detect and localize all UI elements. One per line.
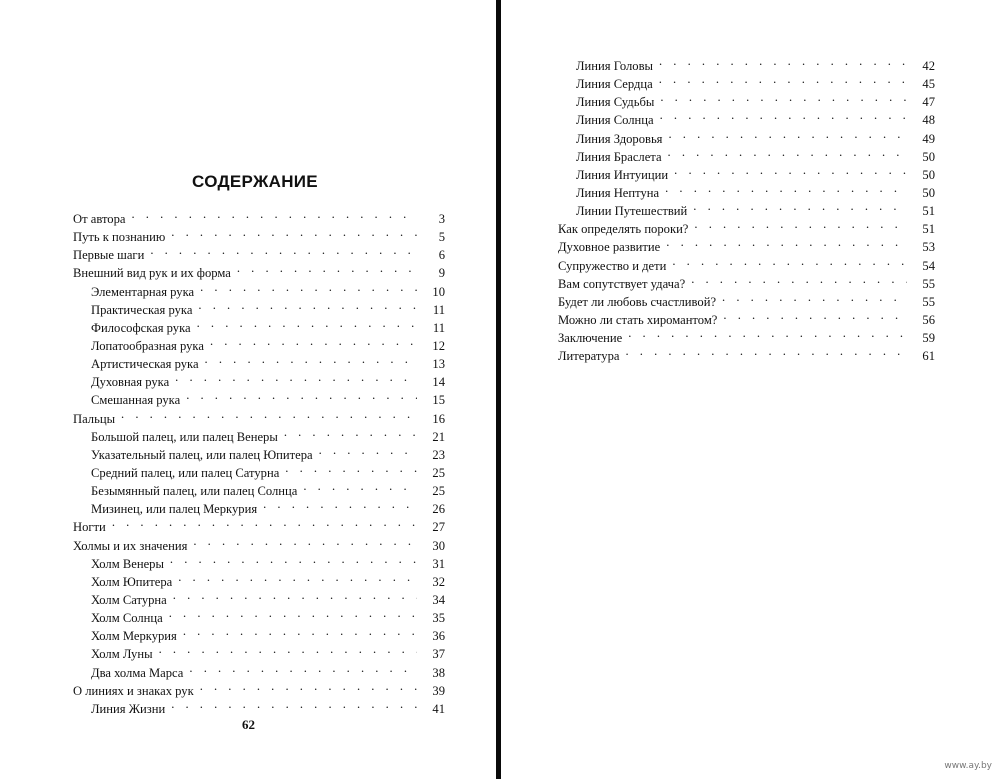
toc-entry-page: 51 bbox=[907, 202, 935, 220]
toc-dot-leader bbox=[186, 386, 417, 404]
toc-entry-label: Лопатообразная рука bbox=[91, 338, 204, 353]
toc-entry bbox=[73, 441, 445, 462]
toc-entry-page: 16 bbox=[417, 410, 445, 428]
toc-entry-label: Линия Солнца bbox=[576, 113, 654, 128]
toc-dot-leader bbox=[665, 179, 907, 197]
toc-dot-leader bbox=[660, 88, 907, 106]
toc-entry-page: 42 bbox=[907, 57, 935, 75]
toc-entry-label: Литература bbox=[558, 349, 620, 364]
toc-entry-page: 50 bbox=[907, 166, 935, 184]
toc-entry bbox=[73, 495, 445, 517]
toc-entry-page: 26 bbox=[417, 500, 445, 518]
toc-entry-label: Элементарная рука bbox=[91, 284, 195, 299]
toc-entry-page: 23 bbox=[417, 446, 445, 464]
toc-entry-page: 50 bbox=[907, 148, 935, 166]
toc-title: СОДЕРЖАНИЕ bbox=[192, 172, 318, 191]
left-page bbox=[0, 0, 496, 779]
toc-dot-leader bbox=[178, 568, 417, 586]
toc-entry-label: Супружество и дети bbox=[558, 258, 667, 273]
toc-entry-page: 59 bbox=[907, 329, 935, 347]
toc-entry-label: Философская рука bbox=[91, 320, 191, 335]
toc-entry-page: 39 bbox=[417, 682, 445, 700]
toc-entry-label: Холм Солнца bbox=[91, 611, 163, 626]
toc-entry bbox=[73, 532, 445, 553]
toc-entry-page: 48 bbox=[907, 111, 935, 129]
toc-entry-page: 12 bbox=[417, 337, 445, 355]
toc-entry bbox=[73, 459, 445, 480]
toc-entry-label: Можно ли стать хиромантом? bbox=[558, 312, 718, 327]
toc-entry-label: Холмы и их значения bbox=[73, 538, 188, 553]
toc-entry-page: 10 bbox=[417, 283, 445, 301]
toc-entry-label: О линиях и знаках рук bbox=[73, 683, 194, 698]
toc-entry-page: 14 bbox=[417, 373, 445, 391]
toc-entry bbox=[73, 513, 445, 535]
toc-dot-leader bbox=[150, 241, 417, 259]
toc-entry-page: 25 bbox=[417, 464, 445, 482]
toc-dot-leader bbox=[303, 477, 417, 495]
toc-entry-page: 6 bbox=[417, 246, 445, 264]
toc-dot-leader bbox=[200, 278, 417, 296]
toc-dot-leader bbox=[132, 205, 418, 223]
toc-entry bbox=[558, 342, 935, 364]
toc-entry-label: Линии Путешествий bbox=[576, 204, 688, 219]
toc-entry-page: 35 bbox=[417, 609, 445, 627]
toc-entry-label: Два холма Марса bbox=[91, 665, 184, 680]
toc-entry-label: Линия Жизни bbox=[91, 701, 166, 716]
toc-dot-leader bbox=[121, 405, 417, 423]
toc-entry-page: 25 bbox=[417, 482, 445, 500]
toc-dot-leader bbox=[625, 342, 907, 360]
toc-entry-page: 21 bbox=[417, 428, 445, 446]
toc-entry bbox=[73, 259, 445, 281]
toc-entry bbox=[73, 205, 445, 226]
toc-entry-page: 34 bbox=[417, 591, 445, 609]
toc-entry-label: Духовное развитие bbox=[558, 240, 661, 255]
toc-dot-leader bbox=[674, 161, 907, 179]
toc-entry-page: 11 bbox=[417, 301, 445, 319]
toc-dot-leader bbox=[200, 677, 417, 695]
toc-entry-page: 56 bbox=[907, 311, 935, 329]
toc-dot-leader bbox=[112, 513, 417, 531]
toc-dot-leader bbox=[263, 495, 417, 513]
toc-entry-page: 41 bbox=[417, 700, 445, 718]
toc-entry bbox=[558, 143, 935, 164]
toc-entry bbox=[73, 241, 445, 263]
toc-entry-label: Внешний вид рук и их форма bbox=[73, 266, 231, 281]
toc-dot-leader bbox=[284, 423, 417, 441]
toc-entry-label: Холм Сатурна bbox=[91, 592, 167, 607]
toc-entry-page: 51 bbox=[907, 220, 935, 238]
toc-entry-label: Линия Головы bbox=[576, 59, 653, 73]
toc-entry bbox=[73, 677, 445, 698]
toc-entry bbox=[558, 106, 935, 128]
page-number: 62 bbox=[242, 717, 255, 732]
toc-entry bbox=[558, 324, 935, 346]
toc-dot-leader bbox=[198, 296, 417, 314]
toc-entry bbox=[558, 179, 935, 200]
toc-entry bbox=[558, 288, 935, 309]
toc-entry-page: 11 bbox=[417, 319, 445, 337]
toc-entry-page: 32 bbox=[417, 573, 445, 591]
toc-entry-page: 37 bbox=[417, 645, 445, 663]
toc-entry-label: Безымянный палец, или палец Солнца bbox=[91, 484, 298, 499]
toc-list-left bbox=[73, 205, 445, 716]
toc-entry bbox=[73, 568, 445, 589]
toc-dot-leader bbox=[628, 324, 907, 342]
toc-entry bbox=[73, 386, 445, 408]
toc-dot-leader bbox=[205, 350, 417, 368]
toc-entry-label: Указательный палец, или палец Юпитера bbox=[91, 447, 313, 462]
toc-entry-label: Будет ли любовь счастливой? bbox=[558, 294, 717, 309]
toc-entry-label: Вам сопутствует удача? bbox=[558, 276, 686, 291]
toc-entry-page: 9 bbox=[417, 264, 445, 282]
toc-entry bbox=[73, 278, 445, 299]
toc-entry-page: 5 bbox=[417, 228, 445, 246]
toc-entry bbox=[73, 695, 445, 716]
toc-entry-page: 30 bbox=[417, 537, 445, 555]
toc-entry bbox=[73, 332, 445, 353]
toc-entry-page: 36 bbox=[417, 627, 445, 645]
toc-dot-leader bbox=[159, 640, 417, 658]
toc-dot-leader bbox=[660, 106, 907, 124]
toc-dot-leader bbox=[210, 332, 417, 350]
toc-entry-label: Линия Здоровья bbox=[576, 131, 663, 146]
toc-dot-leader bbox=[666, 233, 907, 251]
toc-entry-page: 53 bbox=[907, 238, 935, 256]
toc-entry bbox=[558, 125, 935, 146]
toc-entry bbox=[73, 423, 445, 444]
toc-entry bbox=[73, 223, 445, 245]
toc-entry bbox=[73, 640, 445, 662]
toc-entry-page: 61 bbox=[907, 347, 935, 365]
toc-entry-label: Линия Интуиции bbox=[576, 167, 669, 182]
toc-entry bbox=[73, 604, 445, 626]
toc-dot-leader bbox=[691, 270, 907, 288]
toc-dot-leader bbox=[723, 306, 907, 324]
toc-entry-label: Первые шаги bbox=[73, 248, 145, 263]
toc-dot-leader bbox=[169, 604, 417, 622]
toc-dot-leader bbox=[319, 441, 417, 459]
toc-entry-label: Линия Нептуна bbox=[576, 185, 660, 200]
toc-entry-label: Смешанная рука bbox=[91, 393, 181, 408]
toc-entry-label: Ногти bbox=[73, 520, 106, 535]
toc-entry bbox=[558, 215, 935, 237]
toc-entry bbox=[558, 270, 935, 291]
toc-entry bbox=[558, 70, 935, 92]
toc-entry-label: Большой палец, или палец Венеры bbox=[91, 429, 278, 444]
toc-entry bbox=[73, 586, 445, 607]
toc-entry-label: Линия Судьбы bbox=[576, 95, 655, 110]
toc-dot-leader bbox=[175, 368, 417, 386]
toc-entry-label: Артистическая рука bbox=[91, 357, 199, 372]
toc-entry-page: 55 bbox=[907, 275, 935, 293]
toc-entry bbox=[73, 314, 445, 335]
toc-entry-label: Холм Венеры bbox=[91, 556, 164, 571]
toc-entry-label: Холм Юпитера bbox=[91, 574, 173, 589]
toc-entry-label: Духовная рука bbox=[91, 375, 170, 390]
toc-entry-page: 45 bbox=[907, 75, 935, 93]
toc-entry bbox=[558, 161, 935, 182]
toc-dot-leader bbox=[659, 70, 907, 88]
toc-entry bbox=[73, 477, 445, 499]
toc-entry-page: 49 bbox=[907, 130, 935, 148]
toc-dot-leader bbox=[183, 622, 417, 640]
toc-entry bbox=[558, 252, 935, 273]
toc-dot-leader bbox=[197, 314, 417, 332]
toc-entry bbox=[73, 368, 445, 390]
toc-dot-leader bbox=[193, 532, 417, 550]
toc-dot-leader bbox=[237, 259, 417, 277]
toc-list-right bbox=[558, 52, 935, 364]
toc-entry-page: 55 bbox=[907, 293, 935, 311]
toc-entry-page: 31 bbox=[417, 555, 445, 573]
toc-entry bbox=[558, 233, 935, 255]
toc-dot-leader bbox=[171, 223, 417, 241]
toc-entry-label: Путь к познанию bbox=[73, 230, 166, 245]
toc-entry bbox=[73, 350, 445, 372]
toc-dot-leader bbox=[171, 695, 417, 713]
toc-dot-leader bbox=[173, 586, 417, 604]
watermark: www.ay.by bbox=[944, 761, 992, 771]
toc-entry-page: 13 bbox=[417, 355, 445, 373]
toc-dot-leader bbox=[170, 550, 417, 568]
toc-entry-label: Как определять пороки? bbox=[558, 222, 689, 237]
toc-entry-label: Средний палец, или палец Сатурна bbox=[91, 465, 280, 480]
toc-dot-leader bbox=[693, 197, 907, 215]
toc-entry bbox=[558, 52, 935, 73]
toc-dot-leader bbox=[285, 459, 417, 477]
toc-entry bbox=[558, 88, 935, 110]
toc-entry-label: Пальцы bbox=[73, 411, 116, 426]
toc-entry bbox=[73, 405, 445, 426]
toc-entry-label: Заключение bbox=[558, 331, 623, 346]
toc-entry-label: Линия Сердца bbox=[576, 77, 653, 92]
toc-entry-page: 27 bbox=[417, 518, 445, 536]
toc-entry bbox=[73, 296, 445, 317]
toc-entry bbox=[558, 306, 935, 327]
toc-entry-label: Линия Браслета bbox=[576, 149, 662, 164]
toc-dot-leader bbox=[668, 125, 907, 143]
toc-dot-leader bbox=[668, 143, 907, 161]
toc-entry-page: 15 bbox=[417, 391, 445, 409]
toc-entry bbox=[73, 622, 445, 644]
toc-entry-label: Холм Луны bbox=[91, 647, 153, 662]
toc-entry bbox=[73, 659, 445, 680]
toc-entry bbox=[73, 550, 445, 571]
toc-dot-leader bbox=[694, 215, 907, 233]
toc-entry-page: 47 bbox=[907, 93, 935, 111]
toc-dot-leader bbox=[672, 252, 907, 270]
toc-entry-label: Практическая рука bbox=[91, 302, 193, 317]
toc-entry-page: 54 bbox=[907, 257, 935, 275]
toc-entry-page: 3 bbox=[417, 210, 445, 228]
toc-dot-leader bbox=[722, 288, 907, 306]
toc-entry-label: Мизинец, или палец Меркурия bbox=[91, 502, 258, 517]
toc-entry-page: 38 bbox=[417, 664, 445, 682]
toc-entry-page: 50 bbox=[907, 184, 935, 202]
toc-entry-label: Холм Меркурия bbox=[91, 629, 177, 644]
toc-entry-label: От автора bbox=[73, 212, 126, 226]
toc-dot-leader bbox=[659, 52, 907, 70]
toc-dot-leader bbox=[189, 659, 417, 677]
toc-entry bbox=[558, 197, 935, 219]
